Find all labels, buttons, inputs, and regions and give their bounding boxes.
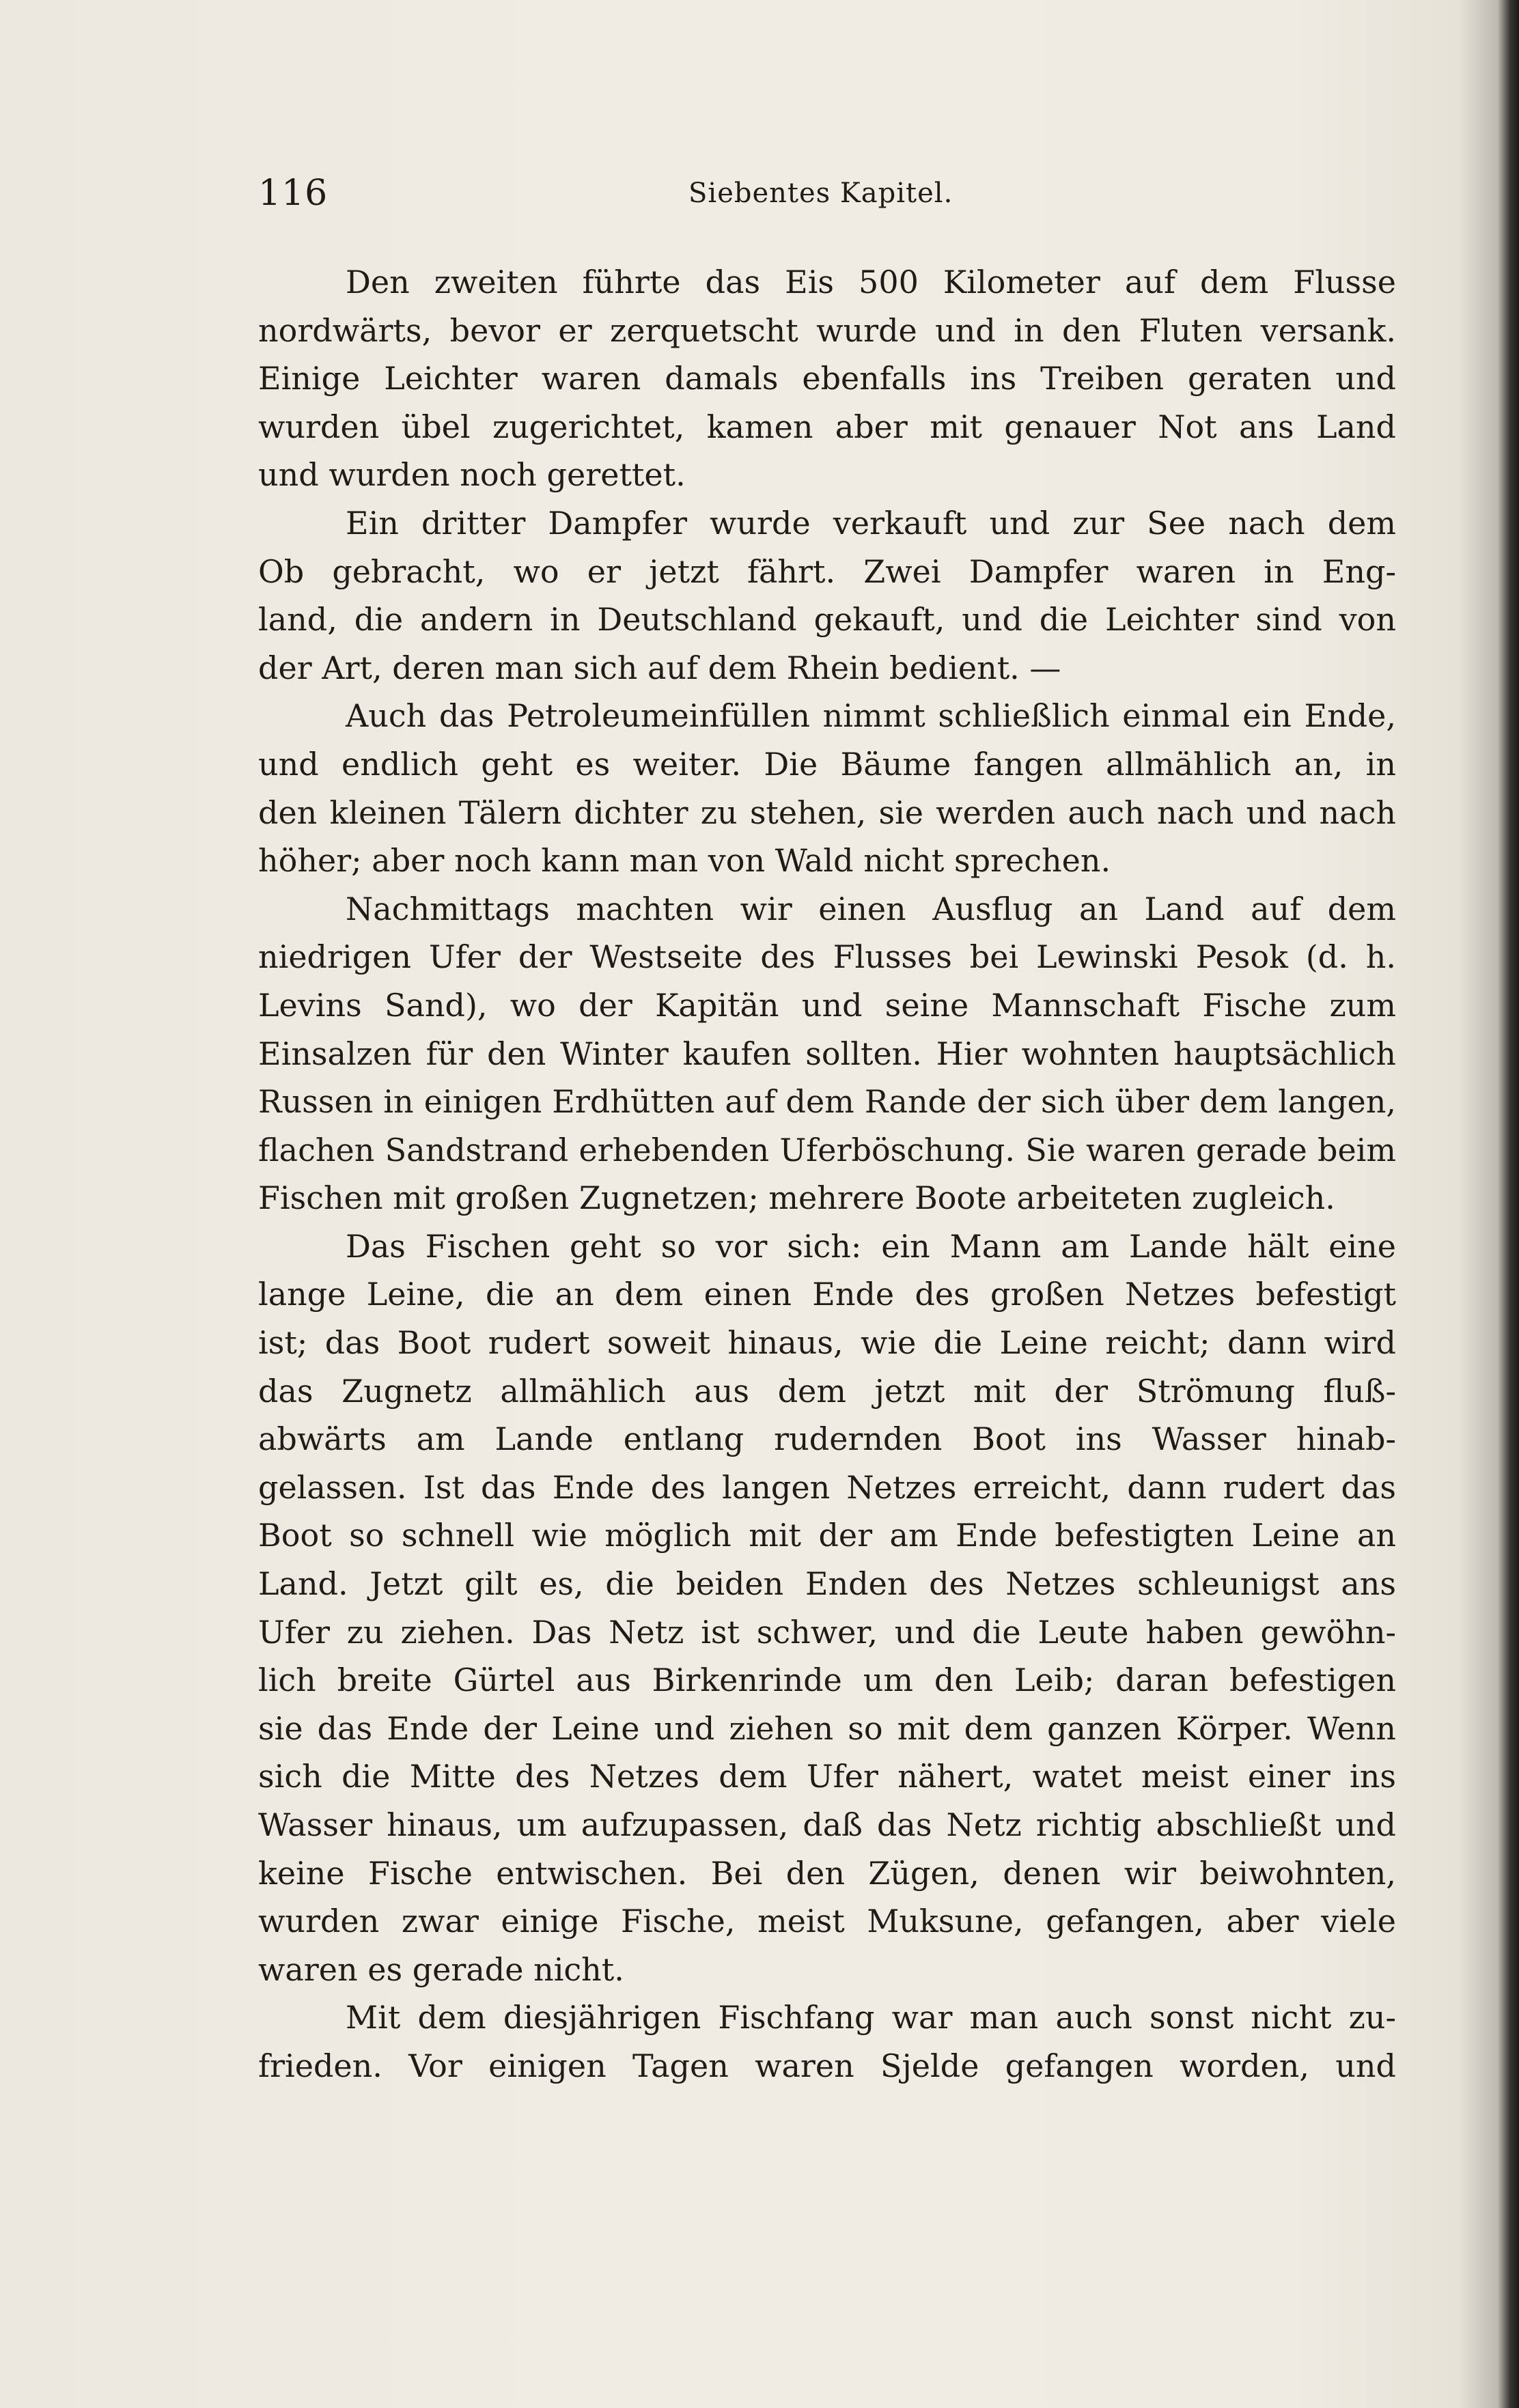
text-line: Einige Leichter waren damals ebenfalls ins Treiben geraten und — [258, 360, 1396, 397]
text-line: Auch das Petroleumeinfüllen nimmt schließlich einmal ein Ende, — [346, 697, 1396, 735]
body-text — [258, 258, 1396, 2090]
text-line: gelassen. Ist das Ende des langen Netzes erreicht, dann rudert das — [258, 1468, 1396, 1506]
text-line: wurden zwar einige Fische, meist Muksune, gefangen, aber viele — [258, 1903, 1396, 1940]
text-line: Ob gebracht, wo er jetzt fährt. Zwei Dampfer waren in Eng- — [258, 552, 1396, 590]
text-line: Fischen mit großen Zugnetzen; mehrere Boote arbeiteten zugleich. — [258, 1179, 1335, 1217]
page-number: 116 — [258, 173, 329, 214]
running-head: Siebentes Kapitel. — [688, 178, 953, 209]
text-line: wurden übel zugerichtet, kamen aber mit genauer Not ans Land — [258, 408, 1396, 445]
text-line: das Zugnetz allmählich aus dem jetzt mit der Strömung fluß- — [258, 1372, 1396, 1410]
page-header — [258, 169, 1396, 217]
text-line: Wasser hinaus, um aufzupassen, daß das Netz richtig abschließt und — [258, 1806, 1396, 1843]
text-line: lich breite Gürtel aus Birkenrinde um den Leib; daran befestigen — [258, 1662, 1396, 1699]
text-line: waren es gerade nicht. — [258, 1950, 624, 1988]
text-line: und endlich geht es weiter. Die Bäume fangen allmählich an, in — [258, 745, 1396, 783]
text-line: land, die andern in Deutschland gekauft, und die Leichter sind von — [258, 601, 1396, 639]
text-line: ist; das Boot rudert soweit hinaus, wie die Leine reicht; dann wird — [258, 1324, 1396, 1362]
text-line: sie das Ende der Leine und ziehen so mit dem ganzen Körper. Wenn — [258, 1709, 1396, 1747]
text-line: und wurden noch gerettet. — [258, 456, 686, 494]
text-line: Das Fischen geht so vor sich: ein Mann am Lande hält eine — [346, 1227, 1396, 1265]
text-line: Ein dritter Dampfer wurde verkauft und zur See nach dem — [346, 504, 1396, 542]
text-line: Russen in einigen Erdhütten auf dem Rande der sich über dem langen, — [258, 1083, 1396, 1121]
text-line: höher; aber noch kann man von Wald nicht sprechen. — [258, 842, 1111, 880]
text-line: der Art, deren man sich auf dem Rhein bedient. — — [258, 649, 1061, 686]
text-line: sich die Mitte des Netzes dem Ufer nähert, watet meist einer ins — [258, 1758, 1396, 1795]
text-line: Nachmittags machten wir einen Ausflug an Land auf dem — [346, 890, 1396, 927]
text-line: Levins Sand), wo der Kapitän und seine Mannschaft Fische zum — [258, 986, 1396, 1024]
text-line: nordwärts, bevor er zerquetscht wurde und in den Fluten versank. — [258, 311, 1396, 349]
text-line: Ufer zu ziehen. Das Netz ist schwer, und die Leute haben gewöhn- — [258, 1613, 1396, 1651]
text-line: niedrigen Ufer der Westseite des Flusses bei Lewinski Pesok (d. h. — [258, 938, 1396, 976]
text-line: Den zweiten führte das Eis 500 Kilometer auf dem Flusse — [346, 264, 1396, 300]
text-line: abwärts am Lande entlang rudernden Boot ins Wasser hinab- — [258, 1420, 1396, 1458]
text-line: keine Fische entwischen. Bei den Zügen, denen wir beiwohnten, — [258, 1854, 1396, 1892]
text-line: flachen Sandstrand erhebenden Uferböschung. Sie waren gerade beim — [258, 1131, 1396, 1168]
text-line: Land. Jetzt gilt es, die beiden Enden des Netzes schleunigst ans — [258, 1565, 1396, 1603]
text-line: frieden. Vor einigen Tagen waren Sjelde gefangen worden, und — [258, 2047, 1396, 2084]
text-line: Boot so schnell wie möglich mit der am Ende befestigten Leine an — [258, 1517, 1396, 1554]
text-line: lange Leine, die an dem einen Ende des großen Netzes befestigt — [258, 1276, 1396, 1313]
text-line: Mit dem diesjährigen Fischfang war man auch sonst nicht zu- — [346, 1999, 1396, 2036]
text-line: den kleinen Tälern dichter zu stehen, sie werden auch nach und nach — [258, 794, 1396, 831]
text-line: Einsalzen für den Winter kaufen sollten. Hier wohnten hauptsächlich — [258, 1035, 1396, 1072]
